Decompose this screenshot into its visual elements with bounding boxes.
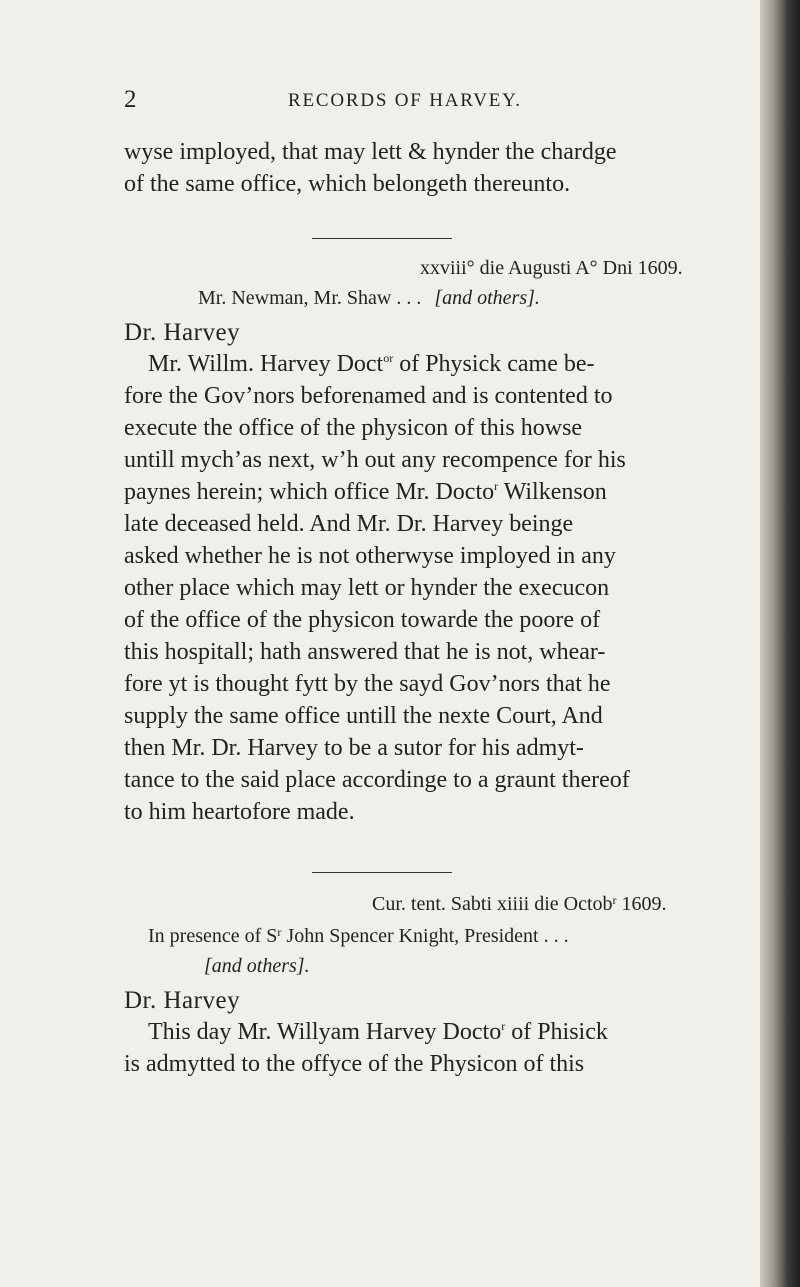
body-line: supply the same office untill the nexte Court, And (124, 703, 603, 729)
body-line: then Mr. Dr. Harvey to be a sutor for his admyt- (124, 735, 584, 761)
presence-note: [and others]. (204, 955, 310, 977)
members-names: Mr. Newman, Mr. Shaw . . . (198, 287, 422, 309)
page-edge-shadow (760, 0, 800, 1287)
body-line: this hospitall; hath answered that he is not, whear- (124, 639, 606, 665)
members-line (198, 288, 540, 308)
members-note: [and others]. (434, 287, 540, 309)
body-line: execute the office of the physicon of this howse (124, 415, 583, 441)
intro-line: wyse imployed, that may lett & hynder the chardge (124, 139, 617, 165)
body-line: to him heartofore made. (124, 799, 355, 825)
meeting-date: xxviii° die Augusti A° Dni 1609. (420, 257, 683, 279)
body-line: Mr. Willm. Harvey Doct$^{or}$ of Physick came be- (148, 351, 595, 377)
body-line: paynes herein; which office Mr. Docto$^r$ Wilkenson (124, 479, 607, 505)
meeting-date: Cur. tent. Sabti xiiii die Octob$^r$ 1609. (372, 893, 667, 915)
body-line: of the office of the physicon towarde the poore of (124, 607, 601, 633)
presence-line: In presence of $S^r$ John Spencer Knight, President . . . (148, 925, 569, 947)
body-line: tance to the said place accordinge to a graunt thereof (124, 767, 630, 793)
section-heading: Dr. Harvey (124, 319, 241, 346)
section-divider (312, 238, 452, 239)
body-line: is admytted to the offyce of the Physicon of this (124, 1051, 585, 1077)
page-number: 2 (124, 86, 137, 113)
section-heading: Dr. Harvey (124, 987, 241, 1014)
body-line: late deceased held. And Mr. Dr. Harvey beinge (124, 511, 574, 537)
body-line: fore yt is thought fytt by the sayd Gov’nors that he (124, 671, 611, 697)
body-line: other place which may lett or hynder the execucon (124, 575, 610, 601)
body-line: asked whether he is not otherwyse imployed in any (124, 543, 616, 569)
intro-line: of the same office, which belongeth thereunto. (124, 171, 571, 197)
body-line: This day Mr. Willyam Harvey Docto$^r$ of Phisick (148, 1019, 608, 1045)
running-title: RECORDS OF HARVEY. (288, 90, 522, 111)
body-line: untill mych’as next, w’h out any recompence for his (124, 447, 626, 473)
section-divider (312, 872, 452, 873)
body-line: fore the Gov’nors beforenamed and is contented to (124, 383, 613, 409)
